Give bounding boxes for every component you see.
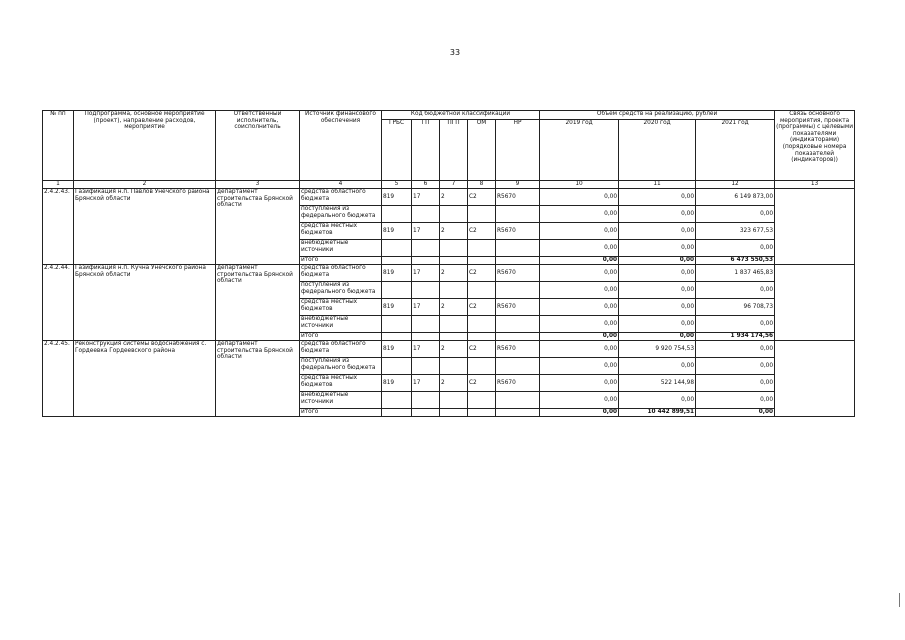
header-pgp: ПГП <box>440 120 468 181</box>
amount-2021: 0,00 <box>696 282 775 299</box>
code-om <box>468 206 496 223</box>
header-link: Связь основного мероприятия, проекта (программы) с целевыми показателями (индикаторами) (порядковые номера показателей (индикаторов)) <box>775 111 855 181</box>
code-empty <box>412 333 440 341</box>
activity-name: Газификация н.п. Павлов Унечского района Брянской области <box>74 189 216 265</box>
indicator-link <box>775 341 855 417</box>
code-empty <box>440 257 468 265</box>
code-om: C2 <box>468 265 496 282</box>
code-empty <box>468 409 496 417</box>
amount-2020: 0,00 <box>619 316 696 333</box>
header-2019: 2019 год <box>540 120 619 181</box>
amount-2021: 0,00 <box>696 358 775 375</box>
amount-2021: 0,00 <box>696 316 775 333</box>
total-label: итого <box>300 409 382 417</box>
code-nr: R5670 <box>496 299 540 316</box>
code-om: C2 <box>468 223 496 240</box>
funding-source: средства местных бюджетов <box>300 375 382 392</box>
code-empty <box>382 257 412 265</box>
amount-2019: 0,00 <box>540 316 619 333</box>
code-grbs: 819 <box>382 265 412 282</box>
code-grbs <box>382 240 412 257</box>
amount-2020: 0,00 <box>619 282 696 299</box>
total-2020: 10 442 899,51 <box>619 409 696 417</box>
column-numbers-row <box>43 181 855 189</box>
funding-source: поступления из федерального бюджета <box>300 282 382 299</box>
code-nr <box>496 282 540 299</box>
code-gp: 17 <box>412 375 440 392</box>
amount-2019: 0,00 <box>540 189 619 206</box>
code-om <box>468 282 496 299</box>
indicator-link <box>775 265 855 341</box>
budget-table <box>42 110 855 417</box>
code-nr: R5670 <box>496 223 540 240</box>
activity-name: Реконструкция системы водоснабжения с. Гордеевка Гордеевского района <box>74 341 216 417</box>
header-num: № пп <box>43 111 74 181</box>
amount-2020: 9 920 754,53 <box>619 341 696 358</box>
total-2019: 0,00 <box>540 409 619 417</box>
header-2021: 2021 год <box>696 120 775 181</box>
code-gp <box>412 358 440 375</box>
code-grbs <box>382 358 412 375</box>
header-source: Источник финансового обеспечения <box>300 111 382 181</box>
code-pgp <box>440 316 468 333</box>
code-grbs: 819 <box>382 189 412 206</box>
responsible-executor: департамент строительства Брянской области <box>216 341 300 417</box>
code-nr: R5670 <box>496 189 540 206</box>
amount-2019: 0,00 <box>540 341 619 358</box>
table-row <box>43 265 855 282</box>
column-number: 1 <box>43 181 74 189</box>
code-gp <box>412 316 440 333</box>
amount-2019: 0,00 <box>540 265 619 282</box>
code-om: C2 <box>468 189 496 206</box>
table-row <box>43 341 855 358</box>
amount-2020: 522 144,98 <box>619 375 696 392</box>
code-gp: 17 <box>412 189 440 206</box>
scan-edge-mark <box>899 593 900 607</box>
header-2020: 2020 год <box>619 120 696 181</box>
amount-2021: 0,00 <box>696 240 775 257</box>
column-number: 11 <box>619 181 696 189</box>
code-om <box>468 316 496 333</box>
code-nr: R5670 <box>496 375 540 392</box>
amount-2021: 323 677,53 <box>696 223 775 240</box>
header-nr: НР <box>496 120 540 181</box>
code-gp <box>412 392 440 409</box>
code-om <box>468 392 496 409</box>
amount-2019: 0,00 <box>540 358 619 375</box>
code-nr <box>496 316 540 333</box>
code-empty <box>468 333 496 341</box>
code-nr <box>496 392 540 409</box>
funding-source: внебюджетные источники <box>300 392 382 409</box>
responsible-executor: департамент строительства Брянской области <box>216 265 300 341</box>
amount-2020: 0,00 <box>619 299 696 316</box>
code-empty <box>496 409 540 417</box>
code-grbs: 819 <box>382 375 412 392</box>
total-label: итого <box>300 333 382 341</box>
funding-source: средства областного бюджета <box>300 265 382 282</box>
funding-source: средства местных бюджетов <box>300 223 382 240</box>
code-empty <box>468 257 496 265</box>
code-nr <box>496 358 540 375</box>
code-grbs: 819 <box>382 341 412 358</box>
header-program: Подпрограмма, основное мероприятие (проект), направление расходов, мероприятие <box>74 111 216 181</box>
amount-2019: 0,00 <box>540 206 619 223</box>
amount-2019: 0,00 <box>540 299 619 316</box>
code-nr <box>496 240 540 257</box>
code-om <box>468 240 496 257</box>
table-row <box>43 189 855 206</box>
code-pgp <box>440 206 468 223</box>
column-number: 3 <box>216 181 300 189</box>
amount-2020: 0,00 <box>619 392 696 409</box>
total-2019: 0,00 <box>540 257 619 265</box>
code-empty <box>496 333 540 341</box>
code-pgp <box>440 392 468 409</box>
table-header <box>43 111 855 189</box>
column-number: 7 <box>440 181 468 189</box>
code-pgp <box>440 240 468 257</box>
header-grbs: ГРБС <box>382 120 412 181</box>
code-empty <box>412 409 440 417</box>
code-gp: 17 <box>412 223 440 240</box>
code-pgp: 2 <box>440 341 468 358</box>
total-label: итого <box>300 257 382 265</box>
responsible-executor: департамент строительства Брянской области <box>216 189 300 265</box>
code-empty <box>382 333 412 341</box>
code-gp <box>412 206 440 223</box>
code-gp <box>412 240 440 257</box>
code-gp: 17 <box>412 341 440 358</box>
amount-2021: 0,00 <box>696 341 775 358</box>
funding-source: средства областного бюджета <box>300 341 382 358</box>
column-number: 6 <box>412 181 440 189</box>
amount-2021: 0,00 <box>696 206 775 223</box>
code-grbs <box>382 316 412 333</box>
amount-2021: 6 149 873,00 <box>696 189 775 206</box>
code-empty <box>440 333 468 341</box>
amount-2019: 0,00 <box>540 282 619 299</box>
funding-source: внебюджетные источники <box>300 316 382 333</box>
total-2021: 1 934 174,56 <box>696 333 775 341</box>
activity-name: Газификация н.п. Кучна Унечского района Брянской области <box>74 265 216 341</box>
code-pgp <box>440 358 468 375</box>
code-nr <box>496 206 540 223</box>
total-2021: 0,00 <box>696 409 775 417</box>
amount-2021: 0,00 <box>696 392 775 409</box>
funding-source: средства областного бюджета <box>300 189 382 206</box>
row-number: 2.4.2.45. <box>43 341 74 417</box>
amount-2019: 0,00 <box>540 240 619 257</box>
column-number: 2 <box>74 181 216 189</box>
header-gp: ГП <box>412 120 440 181</box>
header-om: ОМ <box>468 120 496 181</box>
code-om: C2 <box>468 341 496 358</box>
amount-2021: 0,00 <box>696 375 775 392</box>
amount-2020: 0,00 <box>619 206 696 223</box>
amount-2020: 0,00 <box>619 223 696 240</box>
code-pgp: 2 <box>440 223 468 240</box>
column-number: 8 <box>468 181 496 189</box>
amount-2019: 0,00 <box>540 392 619 409</box>
code-pgp <box>440 282 468 299</box>
amount-2019: 0,00 <box>540 375 619 392</box>
page-number: 33 <box>449 48 461 57</box>
code-gp <box>412 282 440 299</box>
code-grbs <box>382 282 412 299</box>
code-grbs <box>382 392 412 409</box>
amount-2020: 0,00 <box>619 358 696 375</box>
code-nr: R5670 <box>496 341 540 358</box>
table-body <box>43 189 855 417</box>
code-gp: 17 <box>412 299 440 316</box>
column-number: 13 <box>775 181 855 189</box>
funding-source: поступления из федерального бюджета <box>300 358 382 375</box>
code-grbs: 819 <box>382 299 412 316</box>
column-number: 5 <box>382 181 412 189</box>
code-gp: 17 <box>412 265 440 282</box>
total-2021: 6 473 550,53 <box>696 257 775 265</box>
code-pgp: 2 <box>440 265 468 282</box>
row-number: 2.4.2.43. <box>43 189 74 265</box>
amount-2020: 0,00 <box>619 240 696 257</box>
row-number: 2.4.2.44. <box>43 265 74 341</box>
code-pgp: 2 <box>440 189 468 206</box>
code-pgp: 2 <box>440 299 468 316</box>
code-om: C2 <box>468 299 496 316</box>
code-empty <box>412 257 440 265</box>
total-2019: 0,00 <box>540 333 619 341</box>
funding-source: внебюджетные источники <box>300 240 382 257</box>
header-budget-code: Код бюджетной классификации <box>382 111 540 120</box>
code-om <box>468 358 496 375</box>
total-2020: 0,00 <box>619 333 696 341</box>
code-pgp: 2 <box>440 375 468 392</box>
amount-2021: 1 837 465,83 <box>696 265 775 282</box>
amount-2020: 0,00 <box>619 189 696 206</box>
column-number: 10 <box>540 181 619 189</box>
column-number: 9 <box>496 181 540 189</box>
indicator-link <box>775 189 855 265</box>
total-2020: 0,00 <box>619 257 696 265</box>
amount-2020: 0,00 <box>619 265 696 282</box>
code-grbs <box>382 206 412 223</box>
funding-source: средства местных бюджетов <box>300 299 382 316</box>
header-volume: Объём средств на реализацию, рублей <box>540 111 775 120</box>
code-empty <box>382 409 412 417</box>
code-nr: R5670 <box>496 265 540 282</box>
amount-2021: 96 708,73 <box>696 299 775 316</box>
amount-2019: 0,00 <box>540 223 619 240</box>
column-number: 12 <box>696 181 775 189</box>
code-om: C2 <box>468 375 496 392</box>
code-empty <box>440 409 468 417</box>
code-empty <box>496 257 540 265</box>
code-grbs: 819 <box>382 223 412 240</box>
funding-source: поступления из федерального бюджета <box>300 206 382 223</box>
column-number: 4 <box>300 181 382 189</box>
header-responsible: Ответственный исполнитель, соисполнитель <box>216 111 300 181</box>
